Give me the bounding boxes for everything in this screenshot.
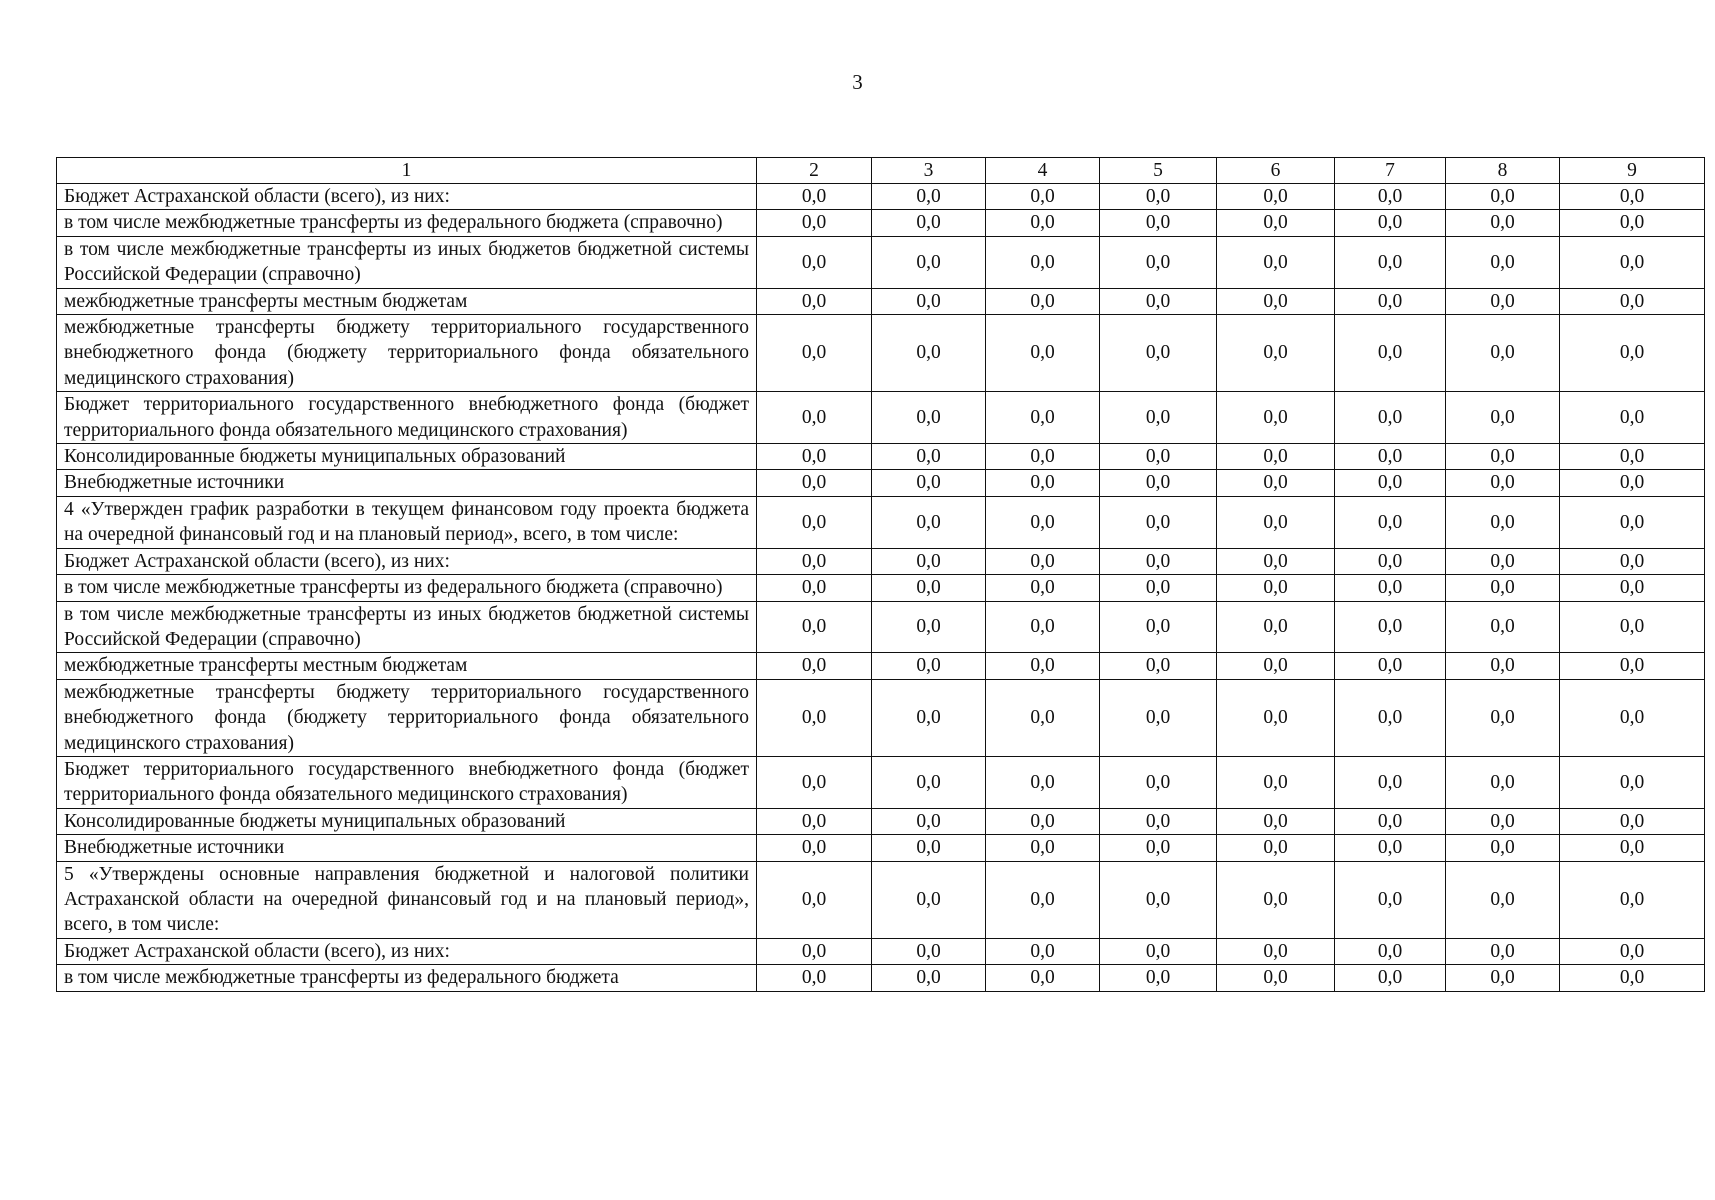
value-cell: 0,0: [1335, 470, 1446, 496]
value-cell: 0,0: [1217, 392, 1335, 444]
value-cell: 0,0: [1560, 444, 1705, 470]
row-label: Бюджет Астраханской области (всего), из них:: [57, 938, 757, 964]
value-cell: 0,0: [1217, 236, 1335, 288]
value-cell: 0,0: [1335, 444, 1446, 470]
row-label: 5 «Утверждены основные направления бюджетной и налоговой политики Астраханской области на очередной финансовый год и на плановый период», всего, в том числе:: [57, 861, 757, 938]
table-row: [57, 236, 1705, 288]
value-cell: 0,0: [1217, 938, 1335, 964]
value-cell: 0,0: [757, 444, 872, 470]
value-cell: 0,0: [1100, 236, 1217, 288]
value-cell: 0,0: [872, 861, 986, 938]
row-label: Бюджет Астраханской области (всего), из них:: [57, 184, 757, 210]
value-cell: 0,0: [757, 808, 872, 834]
value-cell: 0,0: [757, 184, 872, 210]
value-cell: 0,0: [1217, 756, 1335, 808]
value-cell: 0,0: [757, 679, 872, 756]
value-cell: 0,0: [1560, 236, 1705, 288]
value-cell: 0,0: [757, 236, 872, 288]
value-cell: 0,0: [872, 392, 986, 444]
page-number: 3: [852, 70, 863, 94]
value-cell: 0,0: [1446, 444, 1560, 470]
value-cell: 0,0: [1217, 835, 1335, 861]
value-cell: 0,0: [986, 601, 1100, 653]
value-cell: 0,0: [1446, 601, 1560, 653]
row-label: межбюджетные трансферты местным бюджетам: [57, 653, 757, 679]
value-cell: 0,0: [1560, 496, 1705, 548]
column-header-2: 2: [757, 158, 872, 184]
table-row: [57, 288, 1705, 314]
table-row: [57, 679, 1705, 756]
value-cell: 0,0: [986, 210, 1100, 236]
value-cell: 0,0: [1560, 210, 1705, 236]
value-cell: 0,0: [872, 210, 986, 236]
value-cell: 0,0: [1100, 756, 1217, 808]
value-cell: 0,0: [757, 861, 872, 938]
value-cell: 0,0: [1446, 315, 1560, 392]
value-cell: 0,0: [1100, 184, 1217, 210]
value-cell: 0,0: [986, 575, 1100, 601]
value-cell: 0,0: [1100, 861, 1217, 938]
value-cell: 0,0: [986, 835, 1100, 861]
value-cell: 0,0: [1446, 679, 1560, 756]
value-cell: 0,0: [986, 756, 1100, 808]
value-cell: 0,0: [1335, 496, 1446, 548]
value-cell: 0,0: [1560, 653, 1705, 679]
value-cell: 0,0: [1446, 938, 1560, 964]
value-cell: 0,0: [757, 965, 872, 991]
value-cell: 0,0: [1560, 938, 1705, 964]
value-cell: 0,0: [757, 392, 872, 444]
row-label: Бюджет Астраханской области (всего), из них:: [57, 548, 757, 574]
value-cell: 0,0: [1100, 444, 1217, 470]
value-cell: 0,0: [1100, 496, 1217, 548]
row-label: 4 «Утвержден график разработки в текущем финансовом году проекта бюджета на очередной финансовый год и на плановый период», всего, в том числе:: [57, 496, 757, 548]
table-row: [57, 184, 1705, 210]
value-cell: 0,0: [1560, 861, 1705, 938]
row-label: межбюджетные трансферты бюджету территориального государственного внебюджетного фонда (бюджету территориального фонда обязательного медицинского страхования): [57, 315, 757, 392]
value-cell: 0,0: [757, 756, 872, 808]
value-cell: 0,0: [757, 288, 872, 314]
value-cell: 0,0: [1217, 861, 1335, 938]
value-cell: 0,0: [1100, 210, 1217, 236]
value-cell: 0,0: [1335, 756, 1446, 808]
value-cell: 0,0: [1560, 470, 1705, 496]
table-row: [57, 808, 1705, 834]
value-cell: 0,0: [872, 808, 986, 834]
table-row: [57, 965, 1705, 991]
table-body: [57, 184, 1705, 992]
value-cell: 0,0: [1217, 288, 1335, 314]
value-cell: 0,0: [1335, 601, 1446, 653]
table-row: [57, 444, 1705, 470]
value-cell: 0,0: [1100, 392, 1217, 444]
value-cell: 0,0: [757, 496, 872, 548]
value-cell: 0,0: [1335, 288, 1446, 314]
value-cell: 0,0: [757, 470, 872, 496]
budget-table: [56, 157, 1705, 992]
value-cell: 0,0: [1446, 756, 1560, 808]
value-cell: 0,0: [872, 470, 986, 496]
column-header-6: 6: [1217, 158, 1335, 184]
value-cell: 0,0: [986, 548, 1100, 574]
value-cell: 0,0: [872, 653, 986, 679]
value-cell: 0,0: [1100, 938, 1217, 964]
value-cell: 0,0: [757, 938, 872, 964]
value-cell: 0,0: [1100, 315, 1217, 392]
row-label: Консолидированные бюджеты муниципальных образований: [57, 444, 757, 470]
value-cell: 0,0: [1335, 575, 1446, 601]
table-row: [57, 756, 1705, 808]
value-cell: 0,0: [1446, 470, 1560, 496]
row-label: в том числе межбюджетные трансферты из федерального бюджета: [57, 965, 757, 991]
value-cell: 0,0: [1217, 444, 1335, 470]
row-label: Бюджет территориального государственного внебюджетного фонда (бюджет территориального фонда обязательного медицинского страхования): [57, 756, 757, 808]
table-row: [57, 392, 1705, 444]
column-header-3: 3: [872, 158, 986, 184]
value-cell: 0,0: [1335, 653, 1446, 679]
value-cell: 0,0: [1335, 808, 1446, 834]
table-row: [57, 835, 1705, 861]
value-cell: 0,0: [1446, 210, 1560, 236]
table-row: [57, 653, 1705, 679]
value-cell: 0,0: [1100, 575, 1217, 601]
value-cell: 0,0: [1560, 808, 1705, 834]
value-cell: 0,0: [1217, 575, 1335, 601]
value-cell: 0,0: [1335, 315, 1446, 392]
value-cell: 0,0: [1217, 653, 1335, 679]
value-cell: 0,0: [1100, 288, 1217, 314]
value-cell: 0,0: [1100, 548, 1217, 574]
value-cell: 0,0: [872, 548, 986, 574]
value-cell: 0,0: [1560, 315, 1705, 392]
value-cell: 0,0: [986, 184, 1100, 210]
row-label: Внебюджетные источники: [57, 470, 757, 496]
value-cell: 0,0: [1560, 965, 1705, 991]
value-cell: 0,0: [1100, 470, 1217, 496]
value-cell: 0,0: [1446, 965, 1560, 991]
value-cell: 0,0: [1560, 756, 1705, 808]
value-cell: 0,0: [1560, 575, 1705, 601]
value-cell: 0,0: [1100, 835, 1217, 861]
value-cell: 0,0: [1217, 210, 1335, 236]
table-row: [57, 938, 1705, 964]
value-cell: 0,0: [1217, 184, 1335, 210]
value-cell: 0,0: [1446, 184, 1560, 210]
value-cell: 0,0: [1100, 965, 1217, 991]
value-cell: 0,0: [757, 575, 872, 601]
value-cell: 0,0: [1335, 835, 1446, 861]
value-cell: 0,0: [1335, 184, 1446, 210]
table-row: [57, 575, 1705, 601]
value-cell: 0,0: [872, 184, 986, 210]
value-cell: 0,0: [1217, 601, 1335, 653]
value-cell: 0,0: [1217, 965, 1335, 991]
value-cell: 0,0: [872, 444, 986, 470]
value-cell: 0,0: [1446, 496, 1560, 548]
value-cell: 0,0: [872, 288, 986, 314]
row-label: межбюджетные трансферты местным бюджетам: [57, 288, 757, 314]
value-cell: 0,0: [986, 496, 1100, 548]
value-cell: 0,0: [872, 601, 986, 653]
value-cell: 0,0: [1335, 210, 1446, 236]
row-label: межбюджетные трансферты бюджету территориального государственного внебюджетного фонда (бюджету территориального фонда обязательного медицинского страхования): [57, 679, 757, 756]
value-cell: 0,0: [872, 756, 986, 808]
value-cell: 0,0: [1446, 835, 1560, 861]
value-cell: 0,0: [986, 315, 1100, 392]
value-cell: 0,0: [1560, 835, 1705, 861]
value-cell: 0,0: [757, 601, 872, 653]
table-row: [57, 601, 1705, 653]
value-cell: 0,0: [872, 938, 986, 964]
value-cell: 0,0: [986, 470, 1100, 496]
column-header-7: 7: [1335, 158, 1446, 184]
value-cell: 0,0: [757, 315, 872, 392]
value-cell: 0,0: [872, 965, 986, 991]
column-header-9: 9: [1560, 158, 1705, 184]
table-row: [57, 210, 1705, 236]
value-cell: 0,0: [1446, 861, 1560, 938]
value-cell: 0,0: [1217, 496, 1335, 548]
row-label: Внебюджетные источники: [57, 835, 757, 861]
table-row: [57, 315, 1705, 392]
value-cell: 0,0: [757, 653, 872, 679]
value-cell: 0,0: [1446, 548, 1560, 574]
value-cell: 0,0: [1217, 679, 1335, 756]
value-cell: 0,0: [872, 315, 986, 392]
table-row: [57, 861, 1705, 938]
value-cell: 0,0: [986, 679, 1100, 756]
value-cell: 0,0: [757, 835, 872, 861]
row-label: в том числе межбюджетные трансферты из иных бюджетов бюджетной системы Российской Федерации (справочно): [57, 236, 757, 288]
value-cell: 0,0: [1217, 470, 1335, 496]
row-label: в том числе межбюджетные трансферты из иных бюджетов бюджетной системы Российской Федерации (справочно): [57, 601, 757, 653]
value-cell: 0,0: [1217, 315, 1335, 392]
column-header-8: 8: [1446, 158, 1560, 184]
table-row: [57, 470, 1705, 496]
value-cell: 0,0: [872, 679, 986, 756]
value-cell: 0,0: [1335, 236, 1446, 288]
value-cell: 0,0: [1335, 938, 1446, 964]
table-row: [57, 548, 1705, 574]
value-cell: 0,0: [1446, 392, 1560, 444]
value-cell: 0,0: [1335, 392, 1446, 444]
value-cell: 0,0: [1335, 679, 1446, 756]
value-cell: 0,0: [757, 210, 872, 236]
value-cell: 0,0: [1100, 653, 1217, 679]
value-cell: 0,0: [1335, 548, 1446, 574]
value-cell: 0,0: [986, 444, 1100, 470]
value-cell: 0,0: [872, 575, 986, 601]
value-cell: 0,0: [1560, 679, 1705, 756]
value-cell: 0,0: [1335, 965, 1446, 991]
value-cell: 0,0: [1560, 288, 1705, 314]
value-cell: 0,0: [986, 808, 1100, 834]
row-label: Консолидированные бюджеты муниципальных образований: [57, 808, 757, 834]
header-row: [57, 158, 1705, 184]
value-cell: 0,0: [1446, 808, 1560, 834]
value-cell: 0,0: [1217, 808, 1335, 834]
value-cell: 0,0: [1446, 653, 1560, 679]
value-cell: 0,0: [986, 288, 1100, 314]
value-cell: 0,0: [1446, 288, 1560, 314]
value-cell: 0,0: [986, 653, 1100, 679]
value-cell: 0,0: [1335, 861, 1446, 938]
value-cell: 0,0: [986, 236, 1100, 288]
value-cell: 0,0: [757, 548, 872, 574]
value-cell: 0,0: [1446, 575, 1560, 601]
value-cell: 0,0: [1217, 548, 1335, 574]
value-cell: 0,0: [1560, 548, 1705, 574]
value-cell: 0,0: [1100, 679, 1217, 756]
value-cell: 0,0: [986, 861, 1100, 938]
value-cell: 0,0: [1560, 601, 1705, 653]
column-header-1: 1: [57, 158, 757, 184]
value-cell: 0,0: [1100, 808, 1217, 834]
column-header-5: 5: [1100, 158, 1217, 184]
value-cell: 0,0: [1100, 601, 1217, 653]
value-cell: 0,0: [986, 392, 1100, 444]
value-cell: 0,0: [872, 236, 986, 288]
row-label: в том числе межбюджетные трансферты из федерального бюджета (справочно): [57, 210, 757, 236]
value-cell: 0,0: [1446, 236, 1560, 288]
table-row: [57, 496, 1705, 548]
row-label: в том числе межбюджетные трансферты из федерального бюджета (справочно): [57, 575, 757, 601]
row-label: Бюджет территориального государственного внебюджетного фонда (бюджет территориального фонда обязательного медицинского страхования): [57, 392, 757, 444]
column-header-4: 4: [986, 158, 1100, 184]
value-cell: 0,0: [872, 835, 986, 861]
value-cell: 0,0: [872, 496, 986, 548]
value-cell: 0,0: [986, 938, 1100, 964]
value-cell: 0,0: [986, 965, 1100, 991]
value-cell: 0,0: [1560, 184, 1705, 210]
value-cell: 0,0: [1560, 392, 1705, 444]
